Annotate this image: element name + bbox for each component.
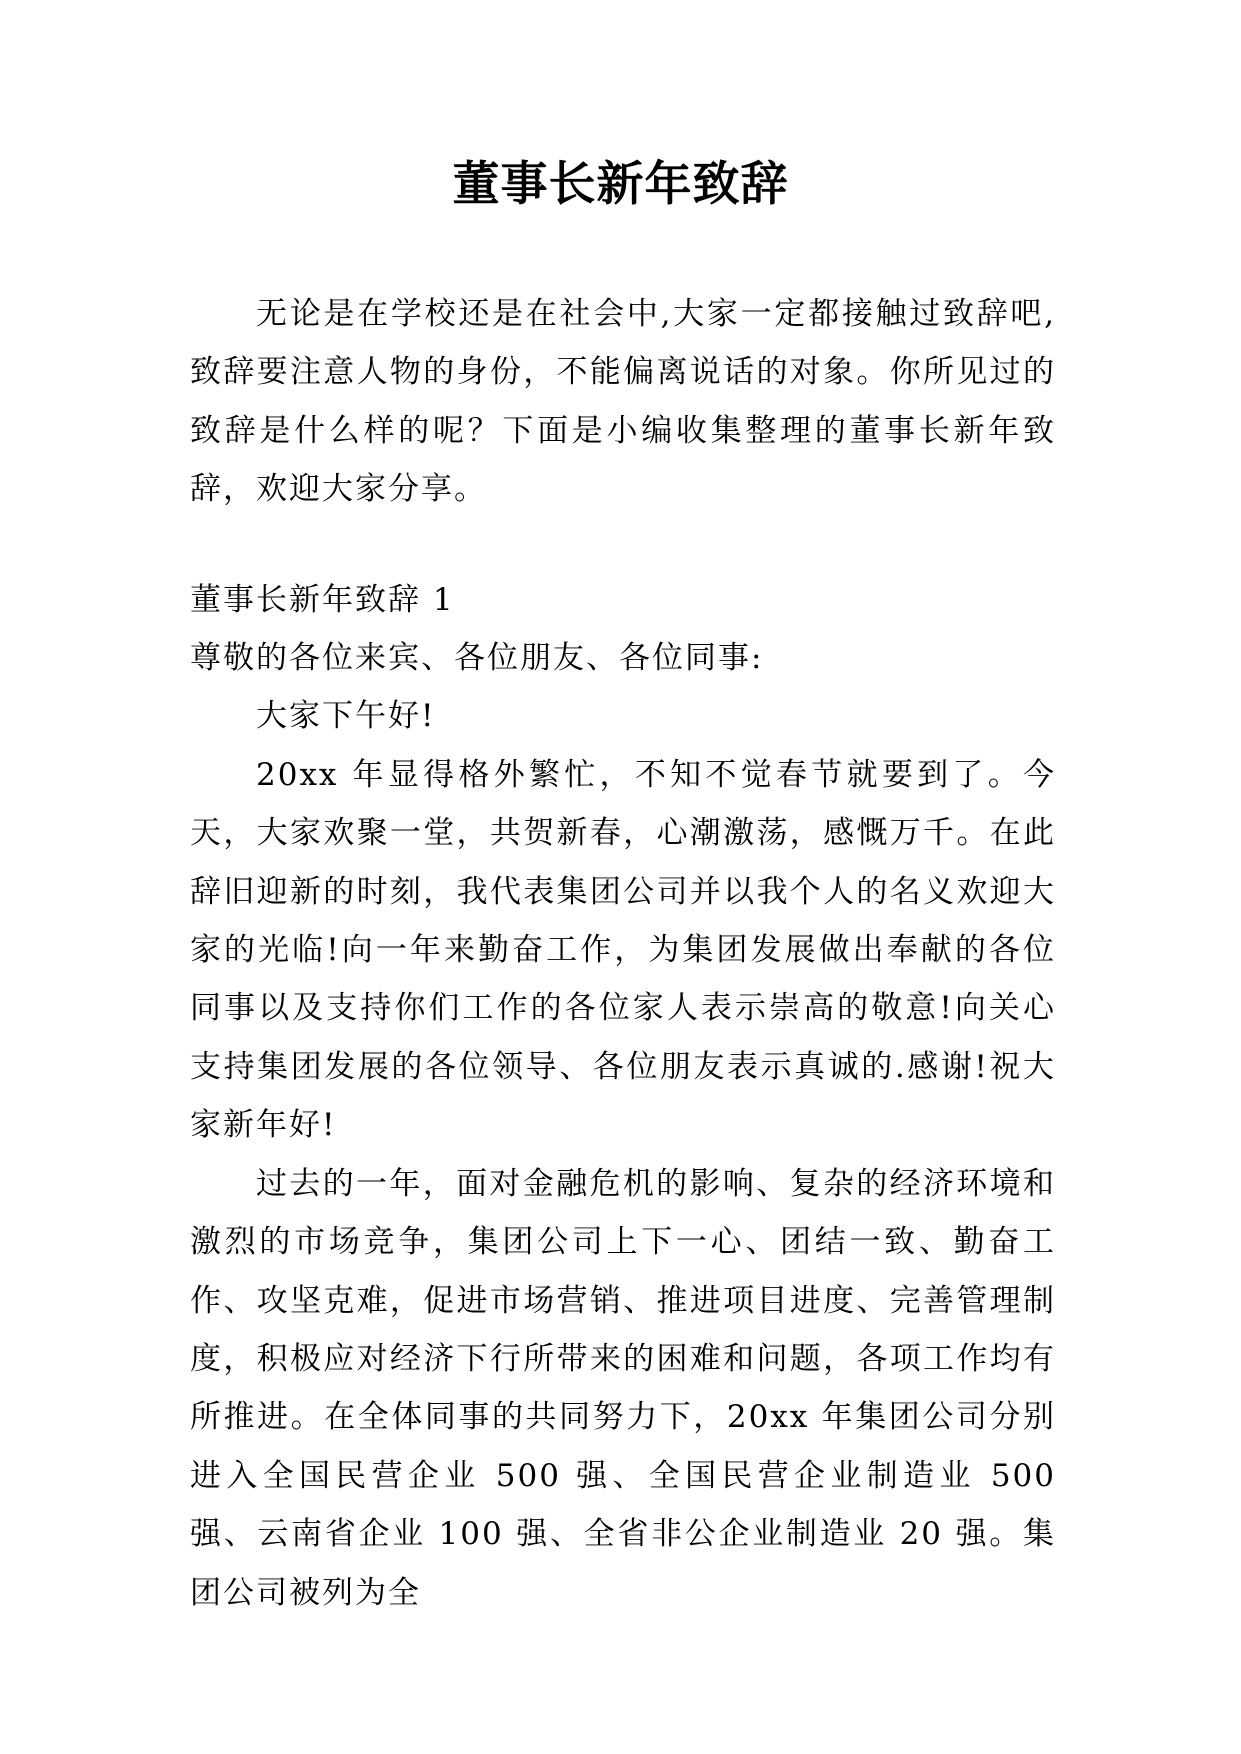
body-paragraph-1: 20xx 年显得格外繁忙，不知不觉春节就要到了。今天，大家欢聚一堂，共贺新春，心潮激荡，感慨万千。在此辞旧迎新的时刻，我代表集团公司并以我个人的名义欢迎大家的光临!向一年来勤奋工作，为集团发展做出奉献的各位同事以及支持你们工作的各位家人表示崇高的敬意!向关心支持集团发展的各位领导、各位朋友表示真诚的.感谢!祝大家新年好! [190,756,1056,1144]
body-paragraph-2: 过去的一年，面对金融危机的影响、复杂的经济环境和激烈的市场竞争，集团公司上下一心、团结一致、勤奋工作、攻坚克难，促进市场营销、推进项目进度、完善管理制度，积极应对经济下行所带来的困难和问题，各项工作均有所推进。在全体同事的共同努力下，20xx 年集团公司分别进入全国民营企业 500 强、全国民营企业制造业 500 强、云南省企业 100 强、全省非公企业制造业 20 强。集团公司被列为全 [190,1165,1056,1611]
greeting: 大家下午好! [256,698,436,735]
salutation: 尊敬的各位来宾、各位朋友、各位同事: [190,640,764,677]
document-title: 董事长新年致辞 [452,157,789,212]
section-heading: 董事长新年致辞 1 [190,581,455,618]
intro-paragraph: 无论是在学校还是在社会中,大家一定都接触过致辞吧,致辞要注意人物的身份，不能偏离说话的对象。你所见过的致辞是什么样的呢？下面是小编收集整理的董事长新年致辞，欢迎大家分享。 [190,296,1056,508]
document-body [190,285,1056,1622]
